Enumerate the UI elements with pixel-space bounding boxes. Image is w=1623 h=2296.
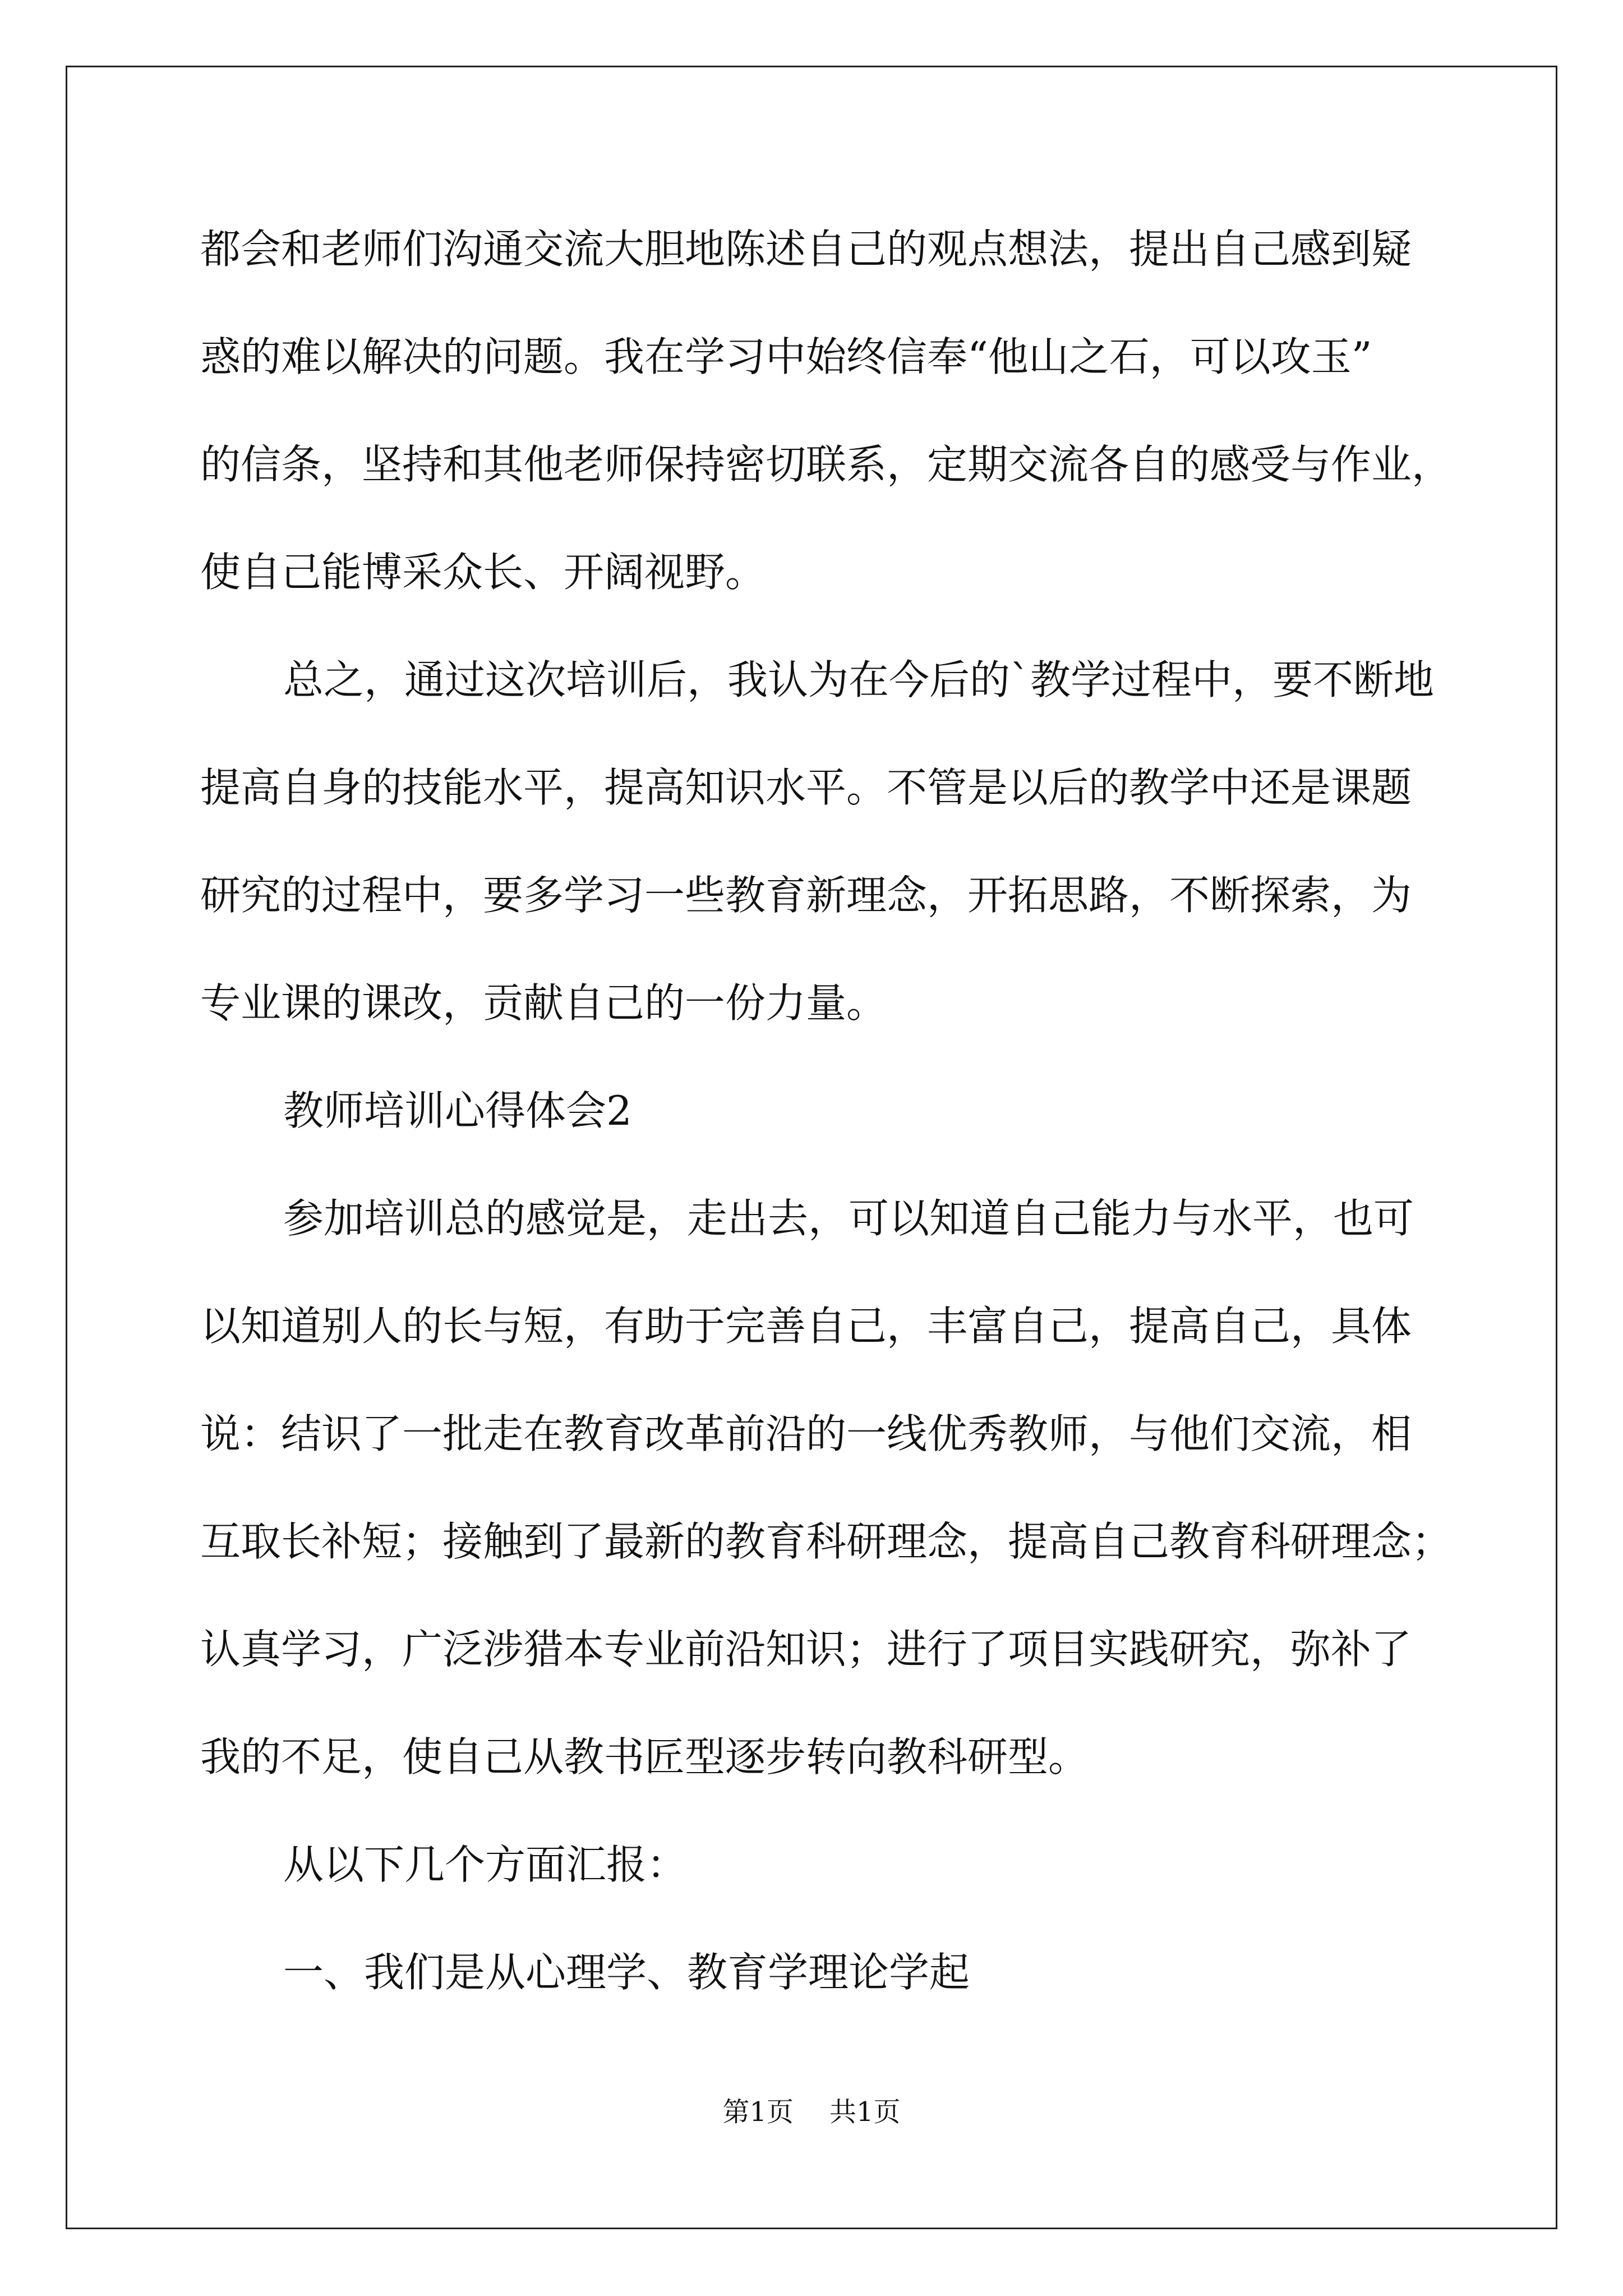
section-heading: 教师培训心得体会2: [283, 1087, 632, 1134]
text-line: 专业课的课改，贡献自己的一份力量。: [200, 979, 887, 1027]
page-number: 第1页: [722, 2096, 794, 2128]
page-total: 共1页: [829, 2096, 901, 2128]
paragraph-start-line: 参加培训总的感觉是，走出去，可以知道自己能力与水平，也可: [283, 1195, 1414, 1242]
list-item-heading: 一、我们是从心理学、教育学理论学起: [283, 1949, 970, 1996]
paragraph-start-line: 总之，通过这次培训后，我认为在今后的`教学过程中，要不断地: [283, 656, 1435, 703]
text-line: 使自己能博采众长、开阔视野。: [200, 549, 766, 596]
text-line: 以知道别人的长与短，有助于完善自己，丰富自己，提高自己，具体: [200, 1303, 1412, 1350]
page-footer: [0, 2095, 1623, 2129]
text-line: 认真学习，广泛涉猎本专业前沿知识；进行了项目实践研究，弥补了: [200, 1626, 1412, 1673]
text-line: 研究的过程中，要多学习一些教育新理念，开拓思路，不断探索，为: [200, 872, 1412, 919]
document-body: [200, 219, 1456, 2050]
text-line: 都会和老师们沟通交流大胆地陈述自己的观点想法，提出自己感到疑: [200, 226, 1412, 273]
paragraph-start-line: 从以下几个方面汇报：: [283, 1841, 688, 1888]
text-line: 的信条，坚持和其他老师保持密切联系，定期交流各自的感受与作业，: [200, 441, 1453, 488]
text-line: 互取长补短；接触到了最新的教育科研理念，提高自己教育科研理念；: [200, 1518, 1453, 1565]
text-line: 说：结识了一批走在教育改革前沿的一线优秀教师，与他们交流，相: [200, 1410, 1412, 1457]
text-line: 我的不足，使自己从教书匠型逐步转向教科研型。: [200, 1733, 1089, 1780]
text-line: 惑的难以解决的问题。我在学习中始终信奉“他山之石，可以攻玉”: [200, 333, 1372, 380]
text-line: 提高自身的技能水平，提高知识水平。不管是以后的教学中还是课题: [200, 764, 1412, 811]
